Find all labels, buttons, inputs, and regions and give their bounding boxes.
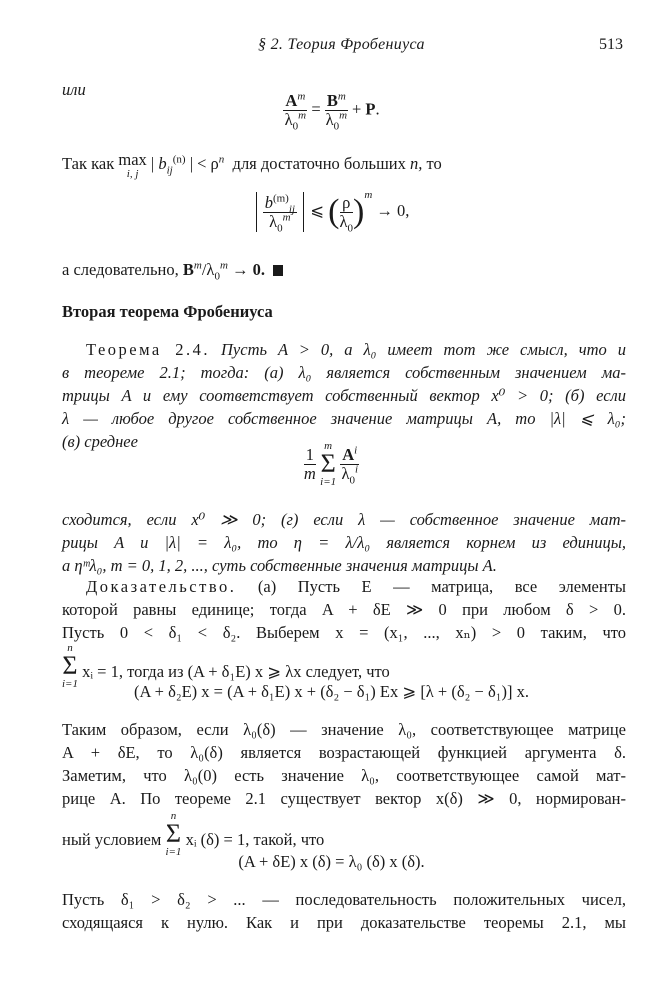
- proof-sum-line: n Σ i=1 xᵢ = 1, тогда из (A + δ₁E) x ⩾ λx следует, что: [62, 642, 390, 690]
- page-header: [0, 36, 663, 60]
- sum-operator: m Σ i=1: [320, 440, 337, 488]
- equation-2: (A + δE) x (δ) = λ₀ (δ) x (δ).: [238, 852, 425, 871]
- qed-mark: [273, 265, 283, 276]
- since-line: Так как max i, j | $b_{ij}^{(n)}$ | < $\rho^n$ для достаточно больших n, то: [62, 150, 442, 180]
- page-number: 513: [599, 36, 623, 53]
- hence-line: а следовательно, $B^m/\lambda_0^m \to 0$.: [62, 258, 626, 281]
- proof-paragraph: Доказательство. (a) Пусть E — матрица, все элементы которой равны единице; тогда A + δE ≫ 0 при любом δ > 0. Пусть 0 < δ₁ < δ₂. Выберем x = (x₁, ..., xₙ) > 0 таким, что: [62, 577, 626, 642]
- running-title: § 2. Теория Фробениуса: [258, 36, 425, 53]
- proof-norm-line: ный условием n Σ i=1 xᵢ (δ) = 1, такой, что: [62, 810, 325, 858]
- formula-ratio: $\frac{A^m}{\lambda_0^m}$ = $\frac{B^m}{\lambda_0^m}$ + P.: [284, 90, 380, 133]
- or-text: или: [62, 80, 86, 99]
- max-operator: max i, j: [118, 150, 147, 180]
- formula-bound: $\frac{b^{(m)}_{ij}}{\lambda_0^m}$ ⩽ ( $\frac{\rho}{\lambda_0}$ )$^m$ → 0,: [0, 192, 663, 232]
- section-heading: Вторая теорема Фробениуса: [62, 302, 273, 321]
- frac-a: $\frac{A^m}{\lambda_0^m}$: [284, 90, 307, 133]
- theorem-continuation: сходится, если x⁰ ≫ 0; (г) если λ — собственное значение мат- рицы A и |λ| = λ₀, то η = λ/λ₀ является корнем из единицы, а ηᵐλ₀, m = 0, 1, 2, ..., суть собственные значения матрицы A.: [62, 510, 626, 575]
- equation-1: (A + δ₂E) x = (A + δ₁E) x + (δ₂ − δ₁) Ex ⩾ [λ + (δ₂ − δ₁)] x.: [134, 682, 529, 701]
- theorem-2-4: Теорема 2.4. Пусть A > 0, а λ₀ имеет тот же смысл, что и в теореме 2.1; тогда: (a) λ₀ является собственным значением ма- трицы A и ему соответствует собственный вектор x⁰ > 0; (б) если λ — любое другое собственное значение матрицы A, то |λ| ⩽ λ₀; (в) среднее: [62, 340, 627, 451]
- formula-average: $\frac{1}{m}$ m Σ i=1 $\frac{A^i}{\lambda_0^i}$: [303, 440, 359, 488]
- proof-paragraph-2: Таким образом, если λ₀(δ) — значение λ₀, соответствующее матрице A + δE, то λ₀(δ) является возрастающей функцией аргумента δ. Заметим, что λ₀(0) есть значение λ₀, соответствующее самой мат- рице A. По теореме 2.1 существует вектор x(δ) ≫ 0, нормирован-: [62, 720, 626, 808]
- proof-paragraph-3: Пусть δ₁ > δ₂ > ... — последовательность положительных чисел, сходящаяся к нулю. Как и при доказательстве теоремы 2.1, мы: [62, 890, 626, 932]
- frac-b: $\frac{B^m}{\lambda_0^m}$: [325, 90, 348, 133]
